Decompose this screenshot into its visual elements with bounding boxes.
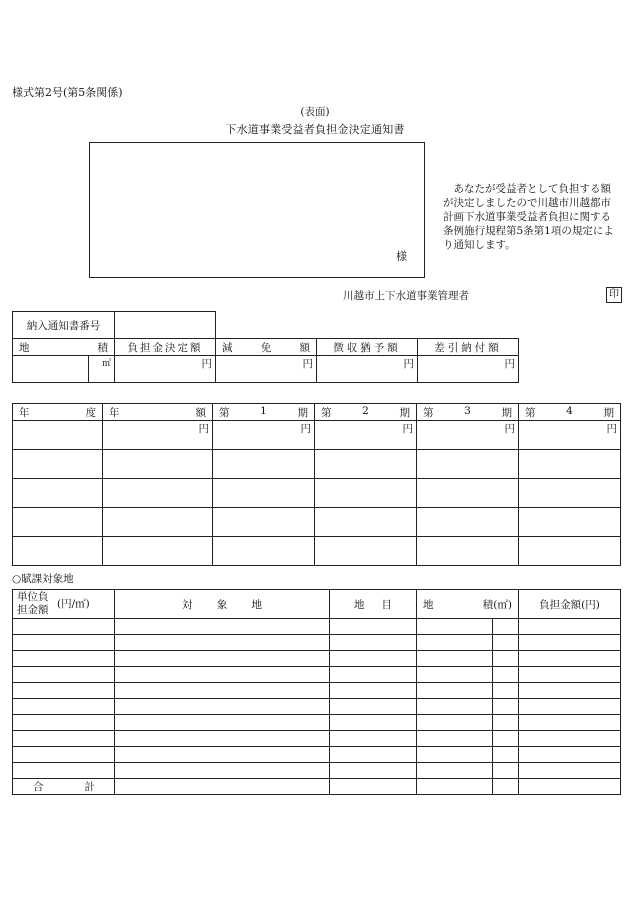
land-cell	[13, 667, 115, 683]
net-payment-value: 円	[418, 356, 519, 383]
land-cell	[13, 747, 115, 763]
period-3-header: 第 3 期	[423, 404, 512, 419]
land-cell	[493, 619, 519, 635]
land-cell	[519, 683, 621, 699]
land-cell	[493, 635, 519, 651]
land-cell	[417, 683, 493, 699]
yen-unit: 円	[103, 421, 213, 450]
document-title: 下水道事業受益者負担金決定通知書	[225, 123, 405, 136]
installment-row	[13, 479, 621, 508]
land-cell	[493, 699, 519, 715]
land-cell	[493, 715, 519, 731]
land-cell	[519, 635, 621, 651]
deferral-header: 徴収猶予額	[317, 339, 418, 356]
face-label: (表面)	[300, 106, 330, 118]
installment-cell	[417, 479, 519, 508]
installment-cell	[315, 537, 417, 566]
notice-text: あなたが受益者として負担する額が決定しましたので川越市川越都市計画下水道事業受益者負担に関する条例施行規程第5条第1項の規定により通知します。	[443, 183, 614, 251]
land-cell	[115, 667, 330, 683]
installment-cell	[519, 508, 621, 537]
land-cell	[115, 619, 330, 635]
land-row	[13, 731, 621, 747]
total-category	[330, 779, 417, 795]
land-cell	[493, 651, 519, 667]
land-cell	[13, 619, 115, 635]
land-cell	[330, 763, 417, 779]
land-row	[13, 747, 621, 763]
yen-unit: 円	[417, 421, 519, 450]
total-charge	[519, 779, 621, 795]
decided-amount-header: 負担金決定額	[115, 339, 216, 356]
land-cell	[493, 667, 519, 683]
land-cell	[330, 635, 417, 651]
seal-mark: 印	[606, 287, 622, 303]
land-cell	[493, 747, 519, 763]
installment-cell	[13, 450, 103, 479]
land-row	[13, 667, 621, 683]
yen-unit: 円	[519, 421, 621, 450]
period-2-header: 第 2 期	[321, 404, 410, 419]
land-row	[13, 651, 621, 667]
land-cell	[417, 747, 493, 763]
land-row	[13, 715, 621, 731]
land-cell	[330, 747, 417, 763]
installment-cell	[519, 450, 621, 479]
total-target	[115, 779, 330, 795]
land-cell	[330, 715, 417, 731]
land-cell	[417, 699, 493, 715]
installment-cell	[417, 508, 519, 537]
period-4-header: 第 4 期	[525, 404, 614, 419]
land-cell	[417, 731, 493, 747]
land-cell	[13, 651, 115, 667]
installment-cell	[315, 479, 417, 508]
installment-cell	[213, 537, 315, 566]
installment-cell	[13, 537, 103, 566]
installment-row	[13, 508, 621, 537]
land-cell	[115, 715, 330, 731]
land-cell	[330, 667, 417, 683]
land-cell	[330, 651, 417, 667]
land-row	[13, 683, 621, 699]
decided-amount-value: 円	[115, 356, 216, 383]
land-cell	[493, 731, 519, 747]
land-cell	[115, 731, 330, 747]
installment-cell	[103, 450, 213, 479]
land-cell	[13, 699, 115, 715]
land-cell	[417, 763, 493, 779]
land-cell	[115, 651, 330, 667]
land-cell	[115, 763, 330, 779]
year-header: 年 度	[19, 406, 96, 419]
land-cell	[115, 699, 330, 715]
land-cell	[519, 747, 621, 763]
yen-unit: 円	[315, 421, 417, 450]
land-cell	[519, 619, 621, 635]
land-cell	[519, 667, 621, 683]
target-land-header: 対 象 地	[182, 598, 262, 611]
land-table	[12, 589, 621, 795]
installment-cell	[417, 537, 519, 566]
land-cell	[417, 619, 493, 635]
annual-amount-header: 年 額	[109, 406, 206, 419]
issuer-name: 川越市上下水道事業管理者	[343, 290, 469, 302]
installment-cell	[519, 479, 621, 508]
land-cell	[519, 651, 621, 667]
installment-cell	[103, 537, 213, 566]
land-cell	[115, 683, 330, 699]
installment-cell	[417, 450, 519, 479]
land-cell	[519, 731, 621, 747]
installment-cell	[103, 479, 213, 508]
land-area-header: 地 積(㎡)	[423, 598, 512, 611]
land-cell	[330, 683, 417, 699]
recipient-address-box	[89, 142, 425, 278]
form-number: 様式第2号(第5条関係)	[12, 86, 123, 99]
notice-number-value	[115, 312, 216, 339]
total-label: 合 計	[33, 781, 95, 793]
area-header: 地 積	[19, 341, 108, 354]
notice-number-table	[12, 311, 216, 339]
land-row	[13, 699, 621, 715]
yen-unit: 円	[213, 421, 315, 450]
land-cell	[493, 763, 519, 779]
installment-row	[13, 537, 621, 566]
land-cell	[330, 699, 417, 715]
installment-row	[13, 450, 621, 479]
total-area-int	[417, 779, 493, 795]
installment-row	[13, 421, 621, 450]
land-row	[13, 635, 621, 651]
installment-cell	[13, 479, 103, 508]
total-area-dec	[493, 779, 519, 795]
land-cell	[519, 763, 621, 779]
land-cell	[13, 635, 115, 651]
land-cell	[519, 715, 621, 731]
land-row	[13, 619, 621, 635]
installment-cell	[13, 421, 103, 450]
land-cell	[417, 715, 493, 731]
section-title: ○賦課対象地	[12, 573, 74, 585]
land-category-header: 地 目	[354, 598, 392, 611]
land-cell	[13, 763, 115, 779]
land-cell	[493, 683, 519, 699]
notice-number-label: 納入通知書番号	[13, 312, 115, 339]
charge-amount-header: 負担金額(円)	[519, 590, 621, 619]
land-cell	[417, 635, 493, 651]
installment-cell	[13, 508, 103, 537]
area-value	[13, 356, 89, 383]
installment-cell	[315, 450, 417, 479]
land-cell	[115, 635, 330, 651]
installment-cell	[213, 450, 315, 479]
assessment-table	[12, 338, 519, 383]
deferral-value: 円	[317, 356, 418, 383]
land-cell	[519, 699, 621, 715]
reduction-value: 円	[216, 356, 317, 383]
installment-cell	[315, 508, 417, 537]
installment-table	[12, 403, 621, 566]
installment-cell	[103, 508, 213, 537]
land-cell	[330, 619, 417, 635]
land-cell	[13, 731, 115, 747]
land-cell	[115, 747, 330, 763]
installment-cell	[213, 508, 315, 537]
land-cell	[13, 715, 115, 731]
reduction-header: 減 免 額	[222, 341, 310, 354]
period-1-header: 第 1 期	[219, 404, 308, 419]
land-cell	[417, 651, 493, 667]
installment-cell	[213, 479, 315, 508]
honorific: 様	[396, 250, 407, 263]
land-cell	[417, 667, 493, 683]
area-unit: ㎡	[89, 356, 115, 383]
land-cell	[13, 683, 115, 699]
land-row	[13, 763, 621, 779]
unit-charge-header: 単位負担金額 (円/㎡)	[13, 590, 115, 619]
land-cell	[330, 731, 417, 747]
installment-cell	[519, 537, 621, 566]
net-payment-header: 差引納付額	[418, 339, 519, 356]
